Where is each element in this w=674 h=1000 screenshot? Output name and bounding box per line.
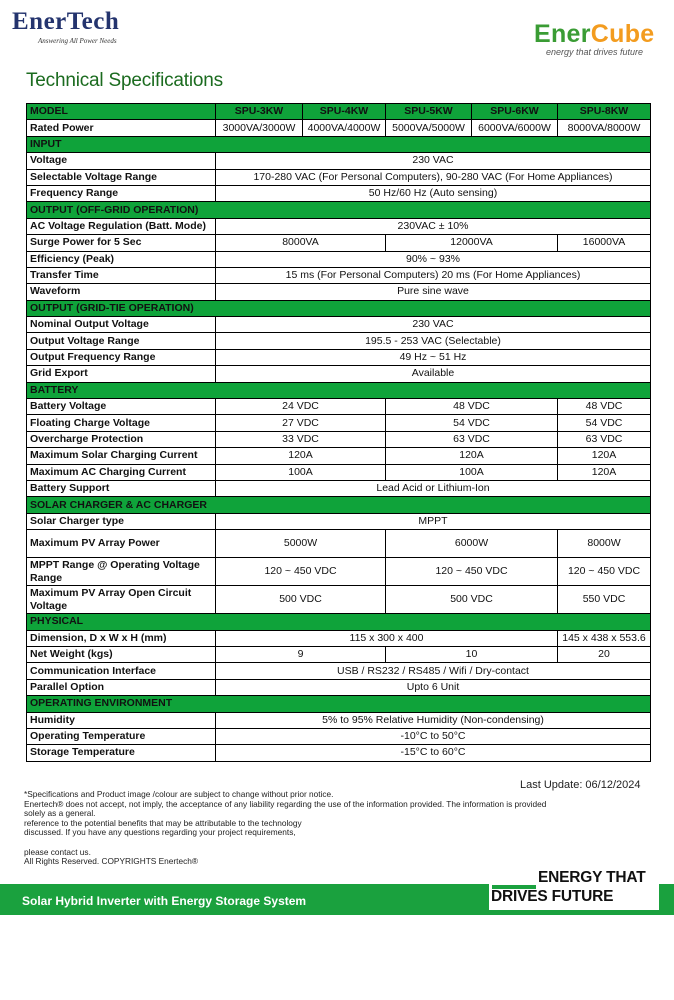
row-value: -15°C to 60°C (216, 745, 651, 761)
table-row (27, 586, 651, 614)
table-row (27, 317, 651, 333)
row-value: 8000VA/8000W (558, 120, 651, 136)
row-value: 500 VDC (216, 586, 386, 614)
note-line: discussed. If you have any questions regarding your project requirements, (24, 827, 296, 838)
row-value: 120A (558, 448, 651, 464)
table-row (27, 745, 651, 761)
row-value: 230VAC ± 10% (216, 218, 651, 234)
section-header-output-off-grid (27, 202, 651, 218)
section-title: OUTPUT (OFF-GRID OPERATION) (27, 202, 651, 218)
row-label: Battery Voltage (27, 399, 216, 415)
note-line: *Specifications and Product image /colour are subject to change without prior notice. (24, 789, 334, 799)
row-value: 54 VDC (386, 415, 558, 431)
table-row (27, 513, 651, 529)
row-value: Upto 6 Unit (216, 679, 651, 695)
row-value: USB / RS232 / RS485 / Wifi / Dry-contact (216, 663, 651, 679)
section-title: BATTERY (27, 382, 651, 398)
disclaimer-notes (24, 790, 644, 867)
row-value: 5000VA/5000W (386, 120, 472, 136)
table-row (27, 267, 651, 283)
model-spu-6kw: SPU-6KW (472, 104, 558, 120)
section-title: OPERATING ENVIRONMENT (27, 696, 651, 712)
section-header-solar-charger (27, 497, 651, 513)
row-value: 49 Hz ~ 51 Hz (216, 349, 651, 365)
row-value: 54 VDC (558, 415, 651, 431)
row-label: Maximum Solar Charging Current (27, 448, 216, 464)
row-label: Floating Charge Voltage (27, 415, 216, 431)
row-value: 9 (216, 646, 386, 662)
table-row (27, 431, 651, 447)
table-header-row (27, 104, 651, 120)
row-label: Rated Power (27, 120, 216, 136)
row-value: 16000VA (558, 235, 651, 251)
section-header-input (27, 136, 651, 152)
row-value: 10 (386, 646, 558, 662)
row-label: Transfer Time (27, 267, 216, 283)
enertech-logo (12, 8, 136, 50)
row-value: Lead Acid or Lithium-Ion (216, 480, 651, 496)
row-label: AC Voltage Regulation (Batt. Mode) (27, 218, 216, 234)
table-row (27, 218, 651, 234)
row-value: 90% ~ 93% (216, 251, 651, 267)
note-spacer (24, 838, 644, 848)
row-value: 500 VDC (386, 586, 558, 614)
table-row (27, 558, 651, 586)
row-label: Battery Support (27, 480, 216, 496)
section-header-output-grid-tie (27, 300, 651, 316)
model-spu-8kw: SPU-8KW (558, 104, 651, 120)
table-row (27, 530, 651, 558)
section-title: PHYSICAL (27, 614, 651, 630)
row-value: 120 ~ 450 VDC (216, 558, 386, 586)
section-title: SOLAR CHARGER & AC CHARGER (27, 497, 651, 513)
enercube-brand-part2: Cube (590, 20, 655, 48)
row-label: Overcharge Protection (27, 431, 216, 447)
row-value: 4000VA/4000W (303, 120, 386, 136)
row-value: 63 VDC (558, 431, 651, 447)
row-value: 33 VDC (216, 431, 386, 447)
table-row (27, 679, 651, 695)
enercube-brand-name (534, 20, 654, 49)
note-line: solely as a general. (24, 808, 96, 819)
table-row (27, 448, 651, 464)
row-label: Surge Power for 5 Sec (27, 235, 216, 251)
row-value: 27 VDC (216, 415, 386, 431)
row-label: Grid Export (27, 366, 216, 382)
row-value: 24 VDC (216, 399, 386, 415)
row-label: Frequency Range (27, 185, 216, 201)
row-label: MPPT Range @ Operating Voltage Range (27, 558, 216, 586)
section-header-battery (27, 382, 651, 398)
note-line: Enertech® does not accept, not imply, the acceptance of any liability regarding the use of the information provided. The information is provided (24, 798, 547, 809)
row-label: Nominal Output Voltage (27, 317, 216, 333)
row-value: 120A (216, 448, 386, 464)
row-value: 12000VA (386, 235, 558, 251)
row-value: 145 x 438 x 553.6 (558, 630, 651, 646)
row-value: 100A (216, 464, 386, 480)
row-value: 5% to 95% Relative Humidity (Non-condensing) (216, 712, 651, 728)
row-value: 63 VDC (386, 431, 558, 447)
row-value: 115 x 300 x 400 (216, 630, 558, 646)
table-row (27, 366, 651, 382)
row-label: Voltage (27, 153, 216, 169)
row-label: Efficiency (Peak) (27, 251, 216, 267)
slogan-line-2: DRIVES FUTURE (491, 888, 614, 905)
table-row (27, 349, 651, 365)
note-line: please contact us. (24, 846, 91, 857)
table-row (27, 235, 651, 251)
table-row (27, 630, 651, 646)
table-row (27, 415, 651, 431)
row-value: 20 (558, 646, 651, 662)
model-header: MODEL (27, 104, 216, 120)
row-value: 6000W (386, 530, 558, 558)
section-title: OUTPUT (GRID-TIE OPERATION) (27, 300, 651, 316)
row-label: Dimension, D x W x H (mm) (27, 630, 216, 646)
table-row (27, 333, 651, 349)
row-label: Humidity (27, 712, 216, 728)
row-value: 195.5 - 253 VAC (Selectable) (216, 333, 651, 349)
table-row (27, 663, 651, 679)
row-value: Pure sine wave (216, 284, 651, 300)
row-value: 3000VA/3000W (216, 120, 303, 136)
table-row (27, 185, 651, 201)
row-value: 8000VA (216, 235, 386, 251)
row-label: Output Frequency Range (27, 349, 216, 365)
row-value: 120 ~ 450 VDC (558, 558, 651, 586)
note-line: reference to the potential benefits that may be attributable to the technology (24, 817, 302, 828)
section-header-environment (27, 696, 651, 712)
last-update-date: Last Update: 06/12/2024 (520, 779, 641, 791)
row-value: 230 VAC (216, 153, 651, 169)
row-value: 550 VDC (558, 586, 651, 614)
note-line: All Rights Reserved. COPYRIGHTS Enertech® (24, 856, 198, 867)
table-row (27, 464, 651, 480)
row-label: Maximum AC Charging Current (27, 464, 216, 480)
enercube-logo (534, 20, 664, 60)
row-label: Parallel Option (27, 679, 216, 695)
row-value: 230 VAC (216, 317, 651, 333)
table-row (27, 169, 651, 185)
enercube-brand-part1: Ener (534, 20, 591, 48)
section-header-physical (27, 614, 651, 630)
page-title: Technical Specifications (26, 70, 223, 91)
row-value: 100A (386, 464, 558, 480)
row-label: Output Voltage Range (27, 333, 216, 349)
table-row (27, 284, 651, 300)
model-spu-3kw: SPU-3KW (216, 104, 303, 120)
row-value: 5000W (216, 530, 386, 558)
row-value: 120 ~ 450 VDC (386, 558, 558, 586)
table-row (27, 480, 651, 496)
enercube-tagline: energy that drives future (546, 47, 644, 57)
row-label: Maximum PV Array Open Circuit Voltage (27, 586, 216, 614)
table-row (27, 399, 651, 415)
row-value: -10°C to 50°C (216, 728, 651, 744)
row-label: Operating Temperature (27, 728, 216, 744)
table-row (27, 712, 651, 728)
model-spu-5kw: SPU-5KW (386, 104, 472, 120)
row-value: 48 VDC (386, 399, 558, 415)
table-row (27, 153, 651, 169)
table-row (27, 120, 651, 136)
row-value: Available (216, 366, 651, 382)
row-value: MPPT (216, 513, 651, 529)
row-value: 50 Hz/60 Hz (Auto sensing) (216, 185, 651, 201)
row-value: 170-280 VAC (For Personal Computers), 90-280 VAC (For Home Appliances) (216, 169, 651, 185)
row-value: 6000VA/6000W (472, 120, 558, 136)
row-label: Maximum PV Array Power (27, 530, 216, 558)
row-value: 8000W (558, 530, 651, 558)
specifications-table (26, 103, 651, 762)
model-spu-4kw: SPU-4KW (303, 104, 386, 120)
row-label: Selectable Voltage Range (27, 169, 216, 185)
row-value: 48 VDC (558, 399, 651, 415)
row-label: Waveform (27, 284, 216, 300)
row-label: Net Weight (kgs) (27, 646, 216, 662)
row-value: 15 ms (For Personal Computers) 20 ms (For Home Appliances) (216, 267, 651, 283)
row-value: 120A (558, 464, 651, 480)
row-label: Communication Interface (27, 663, 216, 679)
section-title: INPUT (27, 136, 651, 152)
slogan-line-1: ENERGY THAT (538, 869, 646, 886)
row-label: Storage Temperature (27, 745, 216, 761)
row-value: 120A (386, 448, 558, 464)
table-row (27, 251, 651, 267)
table-row (27, 646, 651, 662)
enertech-brand-name: EnerTech (12, 8, 120, 35)
enertech-tagline: Answering All Power Needs (38, 37, 117, 45)
table-row (27, 728, 651, 744)
row-label: Solar Charger type (27, 513, 216, 529)
footer-product-name: Solar Hybrid Inverter with Energy Storage System (22, 894, 307, 908)
